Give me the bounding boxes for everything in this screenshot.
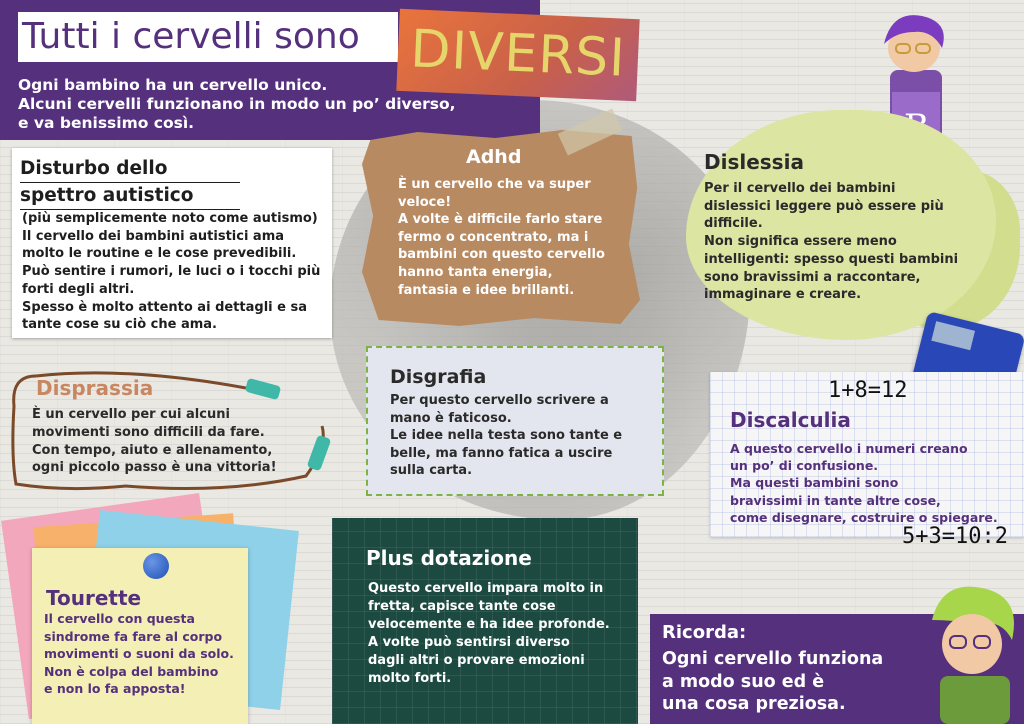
dyspraxia-line: ogni piccolo passo è una vittoria! [32, 460, 277, 476]
tourette-line: Il cervello con questa [44, 611, 195, 626]
dyslexia-line: intelligenti: spesso questi bambini [704, 251, 959, 267]
adhd-text [398, 176, 638, 299]
autism-line: (più semplicemente noto come autismo) [22, 211, 318, 226]
dyscalculia-line: come disegnare, costruire o spiegare. [730, 509, 998, 525]
dyslexia-line: Non significa essere meno [704, 234, 897, 250]
reminder-title: Ricorda: [662, 622, 747, 643]
giftedness-title: Plus dotazione [366, 546, 532, 570]
autism-line: Il cervello dei bambini autistici ama [22, 228, 285, 244]
tourette-title: Tourette [46, 586, 142, 610]
dyslexia-line: Per il cervello dei bambini [704, 181, 896, 196]
dyscalculia-line: A questo cervello i numeri creano [730, 441, 968, 456]
adhd-line: È un cervello che va super [398, 177, 591, 192]
reminder-line: Ogni cervello funziona [662, 649, 884, 669]
autism-title-line: Disturbo dello [20, 156, 240, 183]
dyscalculia-text [730, 440, 1010, 526]
adhd-line: bambini con questo cervello [398, 247, 605, 263]
giftedness-line: dagli altri o provare emozioni [368, 653, 585, 668]
dyscalculia-line: Ma questi bambini sono [730, 475, 899, 491]
autism-title-line: spettro autistico [20, 183, 240, 210]
adhd-line: fantasia e idee brillanti. [398, 282, 575, 298]
tourette-line: e non lo fa apposta! [44, 681, 186, 696]
autism-line: Può sentire i rumori, le luci o i tocchi più [22, 264, 321, 280]
dyslexia-line: sono bravissimi a raccontare, [704, 269, 921, 285]
intro-text [18, 76, 518, 133]
tourette-line: sindrome fa fare al corpo [44, 628, 223, 644]
adhd-line: hanno tanta energia, [398, 264, 553, 280]
dysgraphia-text [390, 392, 650, 480]
autism-line: Spesso è molto attento ai dettagli e sa [22, 299, 307, 315]
tourette-line: movimenti o suoni da solo. [44, 646, 234, 661]
giftedness-text-bold: impara molto in [487, 581, 604, 596]
title-highlight: DIVERSI [396, 9, 639, 101]
reminder-line: una cosa preziosa. [662, 694, 846, 714]
dysgraphia-line: Per questo cervello scrivere a [390, 393, 609, 408]
giftedness-text-bold-cont: fretta [368, 599, 411, 614]
autism-line: molto le routine e le cose prevedibili. [22, 246, 297, 262]
dyslexia-line: difficile. [704, 216, 763, 232]
dyscalculia-title: Discalculia [730, 408, 851, 432]
adhd-title: Adhd [466, 146, 522, 168]
autism-line: tante cose su ciò che ama. [22, 317, 217, 333]
dyslexia-line: immaginare e creare. [704, 287, 862, 303]
dyspraxia-line: È un cervello per cui alcuni [32, 407, 230, 422]
dysgraphia-line: belle, ma fanno fatica a uscire [390, 445, 613, 461]
dyslexia-title: Dislessia [704, 150, 804, 174]
intro-line: Ogni bambino ha un cervello unico. [18, 76, 328, 94]
boy-character-icon [912, 580, 1024, 724]
math-scribble-top: 1+8=12 [828, 378, 908, 403]
giftedness-line [368, 598, 636, 616]
giftedness-line: velocemente e ha idee profonde. [368, 617, 610, 632]
giftedness-text-pre: Questo cervello [368, 581, 488, 596]
math-scribble-bottom: 5+3=10:2 [902, 524, 1008, 549]
autism-line: forti degli altri. [22, 281, 135, 297]
dysgraphia-line: mano è faticoso. [390, 410, 512, 426]
dyspraxia-text [32, 406, 322, 477]
autism-title [20, 156, 240, 210]
dysgraphia-line: Le idee nella testa sono tante e [390, 428, 623, 443]
intro-line: e va benissimo così. [18, 114, 195, 132]
dyslexia-line: dislessici leggere può essere più [704, 198, 944, 214]
adhd-line: A volte è difficile farlo stare [398, 212, 603, 228]
giftedness-line [368, 580, 636, 598]
reminder-text [662, 648, 912, 716]
dyslexia-text [704, 180, 976, 304]
giftedness-line: molto forti. [368, 671, 452, 686]
dyscalculia-line: un po’ di confusione. [730, 458, 879, 474]
adhd-line: veloce! [398, 194, 452, 210]
dysgraphia-line: sulla carta. [390, 463, 473, 478]
giftedness-line: A volte può sentirsi diverso [368, 635, 570, 650]
reminder-line: a modo suo ed è [662, 671, 825, 692]
autism-text [22, 210, 332, 334]
dyscalculia-line: bravissimi in tante altre cose, [730, 492, 941, 508]
page-title: Tutti i cervelli sono [18, 12, 398, 62]
tourette-text [44, 610, 240, 698]
pushpin-icon [143, 553, 169, 579]
tourette-line: Non è colpa del bambino [44, 663, 219, 679]
intro-line: Alcuni cervelli funzionano in modo un po’ diverso, [18, 95, 456, 113]
dyspraxia-line: Con tempo, aiuto e allenamento, [32, 442, 273, 458]
giftedness-text-cont: , capisce tante cose [410, 599, 556, 614]
dysgraphia-title: Disgrafia [390, 366, 487, 388]
calculator-screen [931, 321, 975, 350]
adhd-line: fermo o concentrato, ma i [398, 229, 589, 245]
dyspraxia-title: Disprassia [36, 376, 154, 400]
dyspraxia-line: movimenti sono difficili da fare. [32, 424, 265, 440]
giftedness-text [368, 580, 636, 688]
